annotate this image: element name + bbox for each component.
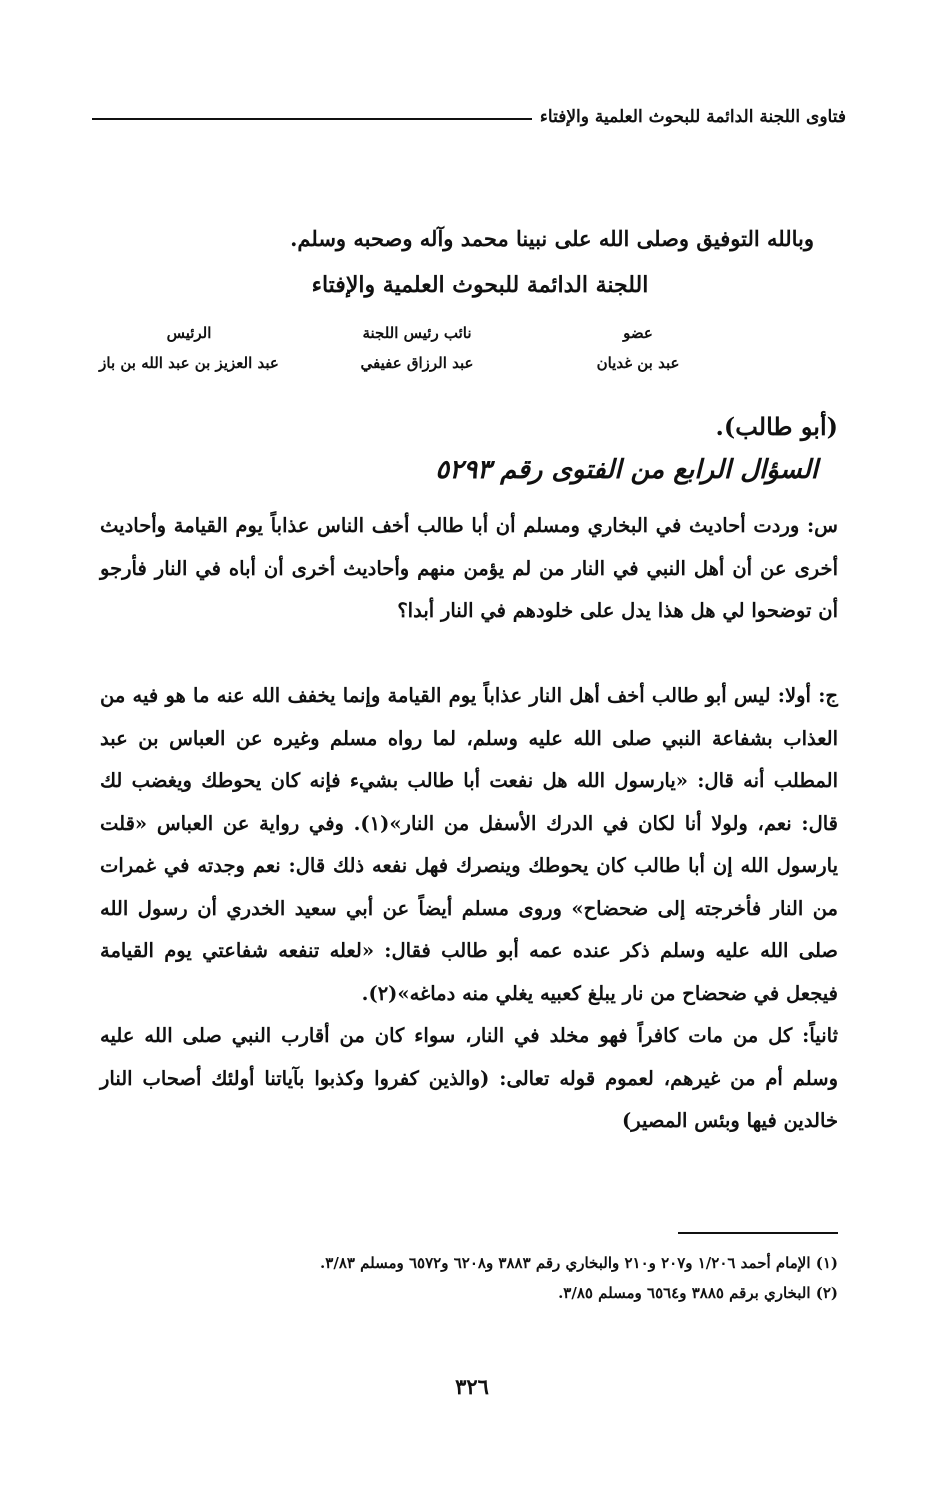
signatory-name: عبد العزيز بن عبد الله بن باز [99,354,279,372]
answer-paragraph-1: ج: أولا: ليس أبو طالب أخف أهل النار عذاباً يوم القيامة وإنما يخفف الله عنه ما هو فيه من العذاب بشفاعة النبي صلى الله عليه وسلم، لما رواه مسلم وغيره عن العباس بن عبد المطلب أنه قال: «يارسول الله هل نفعت أبا طالب بشيء فإنه كان يحوطك ويغضب لك قال: نعم، ولولا أنا لكان في الدرك الأسفل من النار»(١). وفي رواية عن العباس «قلت يارسول الله إن أبا طالب كان يحوطك وينصرك فهل نفعه ذلك قال: نعم وجدته في غمرات من النار فأخرجته إلى ضحضاح» وروى مسلم أيضاً عن أبي سعيد الخدري أن رسول الله صلى الله عليه وسلم ذكر عنده عمه أبو طالب فقال: «لعله تنفعه شفاعتي يوم القيامة فيجعل في ضحضاح من نار يبلغ كعبيه يغلي منه دماغه»(٢). [100,684,838,1005]
signatory-deputy [317,318,517,378]
question-paragraph [100,505,838,633]
committee-title: اللجنة الدائمة للبحوث العلمية والإفتاء [311,272,649,298]
footnote-1: (١) الإمام أحمد ١/٢٠٦ و٢٠٧ و٢١٠ والبخاري رقم ٣٨٨٣ و٦٢٠٨ و٦٥٧٢ ومسلم ٣/٨٣. [320,1254,838,1272]
footnote-divider [678,1232,838,1234]
signatory-name: عبد الرزاق عفيفي [360,354,474,372]
signatory-role: نائب رئيس اللجنة [362,324,472,342]
signatory-role: عضو [623,324,653,342]
signatory-name: عبد بن غديان [596,354,680,372]
question-title: السؤال الرابع من الفتوى رقم ٥٢٩٣ [435,455,818,485]
running-title: فتاوى اللجنة الدائمة للبحوث العلمية والإفتاء [539,107,846,127]
footnote-2: (٢) البخاري برقم ٣٨٨٥ و٦٥٦٤ ومسلم ٣/٨٥. [558,1284,838,1302]
page-number: ٣٢٦ [455,1374,489,1399]
closing-line: وبالله التوفيق وصلى الله على نبينا محمد وآله وصحبه وسلم. [290,226,814,251]
signatory-member [528,318,748,378]
answer-paragraph-2: ثانياً: كل من مات كافراً فهو مخلد في النار، سواء كان من أقارب النبي صلى الله عليه وسلم أم من غيرهم، لعموم قوله تعالى: (والذين كفروا وكذبوا بآياتنا أولئك أصحاب النار خالدين فيها وبئس المصير) [100,1024,838,1132]
footnotes [98,1248,838,1308]
answer-section [100,675,838,1143]
header-rule [92,118,532,120]
signatory-chairman [74,318,304,378]
signatory-role: الرئيس [166,324,212,342]
previous-fatwa-end: (أبو طالب). [715,412,838,441]
question-text: س: وردت أحاديث في البخاري ومسلم أن أبا طالب أخف الناس عذاباً يوم القيامة وأحاديث أخرى عن أن أهل النبي في النار من لم يؤمن منهم وأحاديث أخرى أن أباه في النار فأرجو أن توضحوا لي هل هذا يدل على خلودهم في النار أبدا؟ [100,514,838,622]
running-header [92,100,846,134]
